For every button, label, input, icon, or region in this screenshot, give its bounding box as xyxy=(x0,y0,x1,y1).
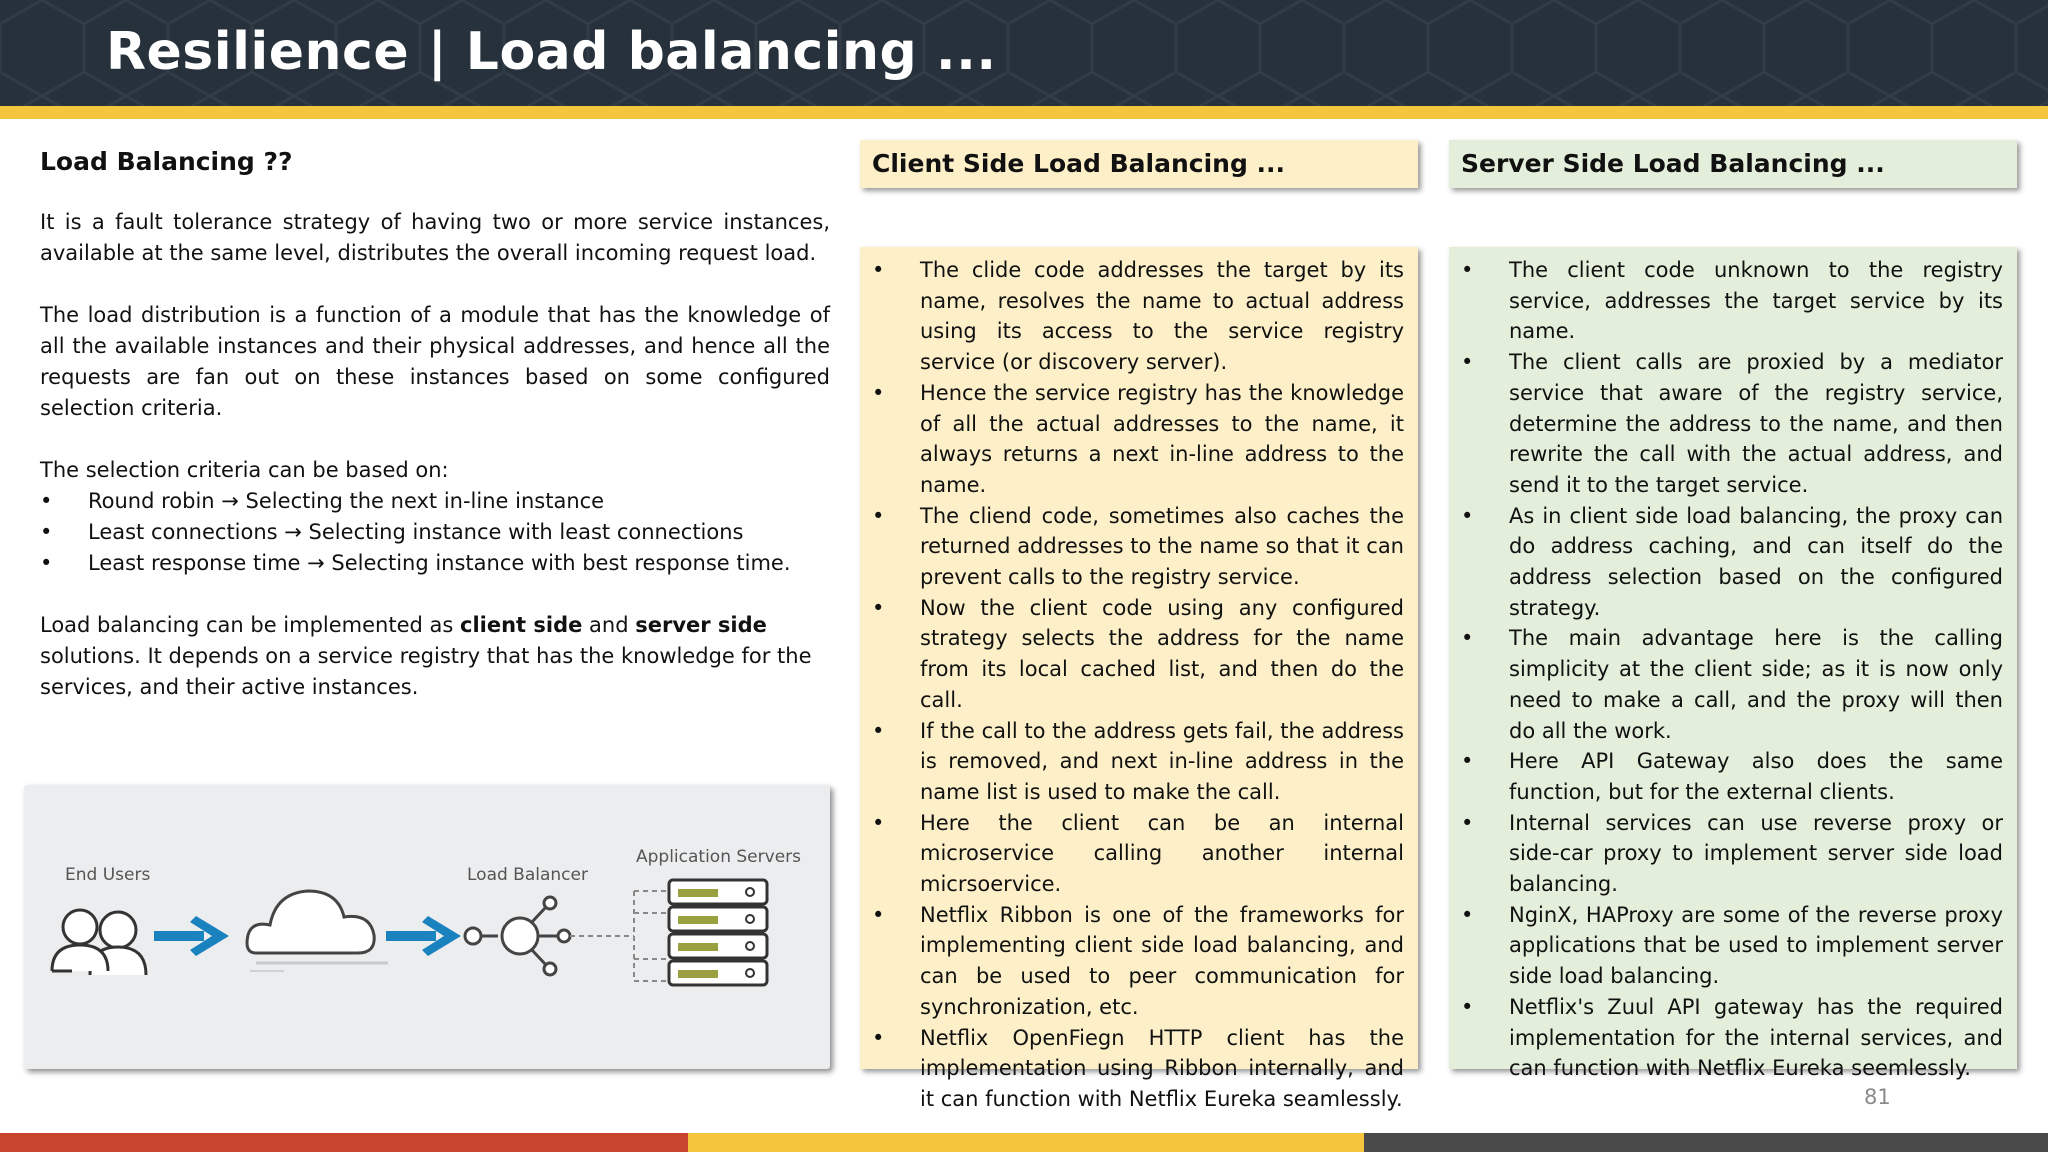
arrow-right-icon xyxy=(386,916,461,956)
diagram-graphics xyxy=(24,785,830,1069)
impl-text-post: solutions. It depends on a service registry that has the knowledge for the services, and their active instances. xyxy=(40,644,812,699)
application-servers-icon xyxy=(669,880,767,985)
server-icon xyxy=(669,907,767,931)
server-side-bullet: • The main advantage here is the calling simplicity at the client side; as it is now only need to make a call, and the proxy will then do all the work. xyxy=(1449,623,2003,746)
server-side-bullet: • Internal services can use reverse proxy or side-car proxy to implement server side load balancing. xyxy=(1449,808,2003,900)
criteria-item: • Least response time → Selecting instance with best response time. xyxy=(40,548,830,579)
slide-title: Resilience | Load balancing ... xyxy=(106,22,997,82)
impl-text-mid: and xyxy=(582,613,636,637)
load-balancer-label: Load Balancer xyxy=(467,865,588,885)
server-side-bullet: • The client calls are proxied by a mediator service that aware of the registry service, determine the address to the name, and then rewrite the call with the actual address, and send it to the target service. xyxy=(1449,347,2003,501)
client-side-panel xyxy=(860,247,1418,1111)
intro-section xyxy=(40,140,830,703)
server-side-panel xyxy=(1449,247,2017,1081)
slide-header xyxy=(0,0,2048,106)
impl-client-side-bold: client side xyxy=(460,613,583,637)
criteria-item: • Round robin → Selecting the next in-line instance xyxy=(40,486,830,517)
client-side-bullet: • The cliend code, sometimes also caches the returned addresses to the name so that it can prevent calls to the registry service. xyxy=(860,501,1404,593)
intro-heading: Load Balancing ?? xyxy=(40,147,293,176)
server-side-heading: Server Side Load Balancing ... xyxy=(1449,140,2017,188)
server-side-bullet: • The client code unknown to the registry service, addresses the target service by its name. xyxy=(1449,255,2003,347)
server-side-bullet: • Netflix's Zuul API gateway has the required implementation for the internal services, and can function with Netflix Eureka seemlessly. xyxy=(1449,992,2003,1084)
footer-band-gold xyxy=(688,1133,1364,1152)
server-side-bullet: • NginX, HAProxy are some of the reverse proxy applications that be used to implement server side load balancing. xyxy=(1449,900,2003,992)
client-side-bullet: • Hence the service registry has the knowledge of all the actual addresses to the name, it always returns a next in-line address to the name. xyxy=(860,378,1404,501)
end-users-label: End Users xyxy=(65,865,151,885)
criteria-item: • Least connections → Selecting instance with least connections xyxy=(40,517,830,548)
server-icon xyxy=(669,880,767,904)
server-icon xyxy=(669,934,767,958)
client-side-bullet: • Now the client code using any configured strategy selects the address for the name from its local cached list, and then do the call. xyxy=(860,593,1404,716)
application-servers-label: Application Servers xyxy=(636,847,801,867)
client-side-bullet: • Netflix Ribbon is one of the frameworks for implementing client side load balancing, and can be used to peer communication for synchronization, etc. xyxy=(860,900,1404,1023)
cloud-icon xyxy=(247,891,388,971)
criteria-intro: The selection criteria can be based on: xyxy=(40,458,449,482)
load-balancer-icon xyxy=(465,897,570,975)
server-icon xyxy=(669,961,767,985)
impl-text-pre: Load balancing can be implemented as xyxy=(40,613,460,637)
connector-lines xyxy=(570,891,669,981)
page-number: 81 xyxy=(1864,1085,1891,1109)
server-side-bullet: • As in client side load balancing, the proxy can do address caching, and can itself do the address selection based on the configured strategy. xyxy=(1449,501,2003,624)
criteria-list xyxy=(40,486,830,579)
client-side-bullet: • Netflix OpenFiegn HTTP client has the implementation using Ribbon internally, and it can function with Netflix Eureka seamlessly. xyxy=(860,1023,1404,1115)
arrow-right-icon xyxy=(154,916,229,956)
server-side-bullets xyxy=(1449,255,2003,1084)
footer-band-red xyxy=(0,1133,688,1152)
client-side-bullets xyxy=(860,255,1404,1115)
client-side-bullet: • The clide code addresses the target by its name, resolves the name to actual address using its access to the service registry service (or discovery server). xyxy=(860,255,1404,378)
client-side-bullet: • If the call to the address gets fail, the address is removed, and next in-line address in the name list is used to make the call. xyxy=(860,716,1404,808)
impl-server-side-bold: server side xyxy=(635,613,767,637)
load-balancing-diagram xyxy=(24,785,830,1069)
header-accent-band xyxy=(0,106,2048,119)
client-side-heading: Client Side Load Balancing ... xyxy=(860,140,1418,188)
intro-paragraph-1: It is a fault tolerance strategy of having two or more service instances, available at the same level, distributes the overall incoming request load. xyxy=(40,210,830,265)
implementation-paragraph xyxy=(40,610,830,703)
intro-paragraph-2: The load distribution is a function of a module that has the knowledge of all the available instances and their physical addresses, and hence all the requests are fan out on these instances based on some configured selection criteria. xyxy=(40,303,830,420)
footer-band-dark xyxy=(1364,1133,2048,1152)
server-side-bullet: • Here API Gateway also does the same function, but for the external clients. xyxy=(1449,746,2003,807)
users-icon xyxy=(52,910,146,975)
client-side-bullet: • Here the client can be an internal microservice calling another internal micrsoervice. xyxy=(860,808,1404,900)
